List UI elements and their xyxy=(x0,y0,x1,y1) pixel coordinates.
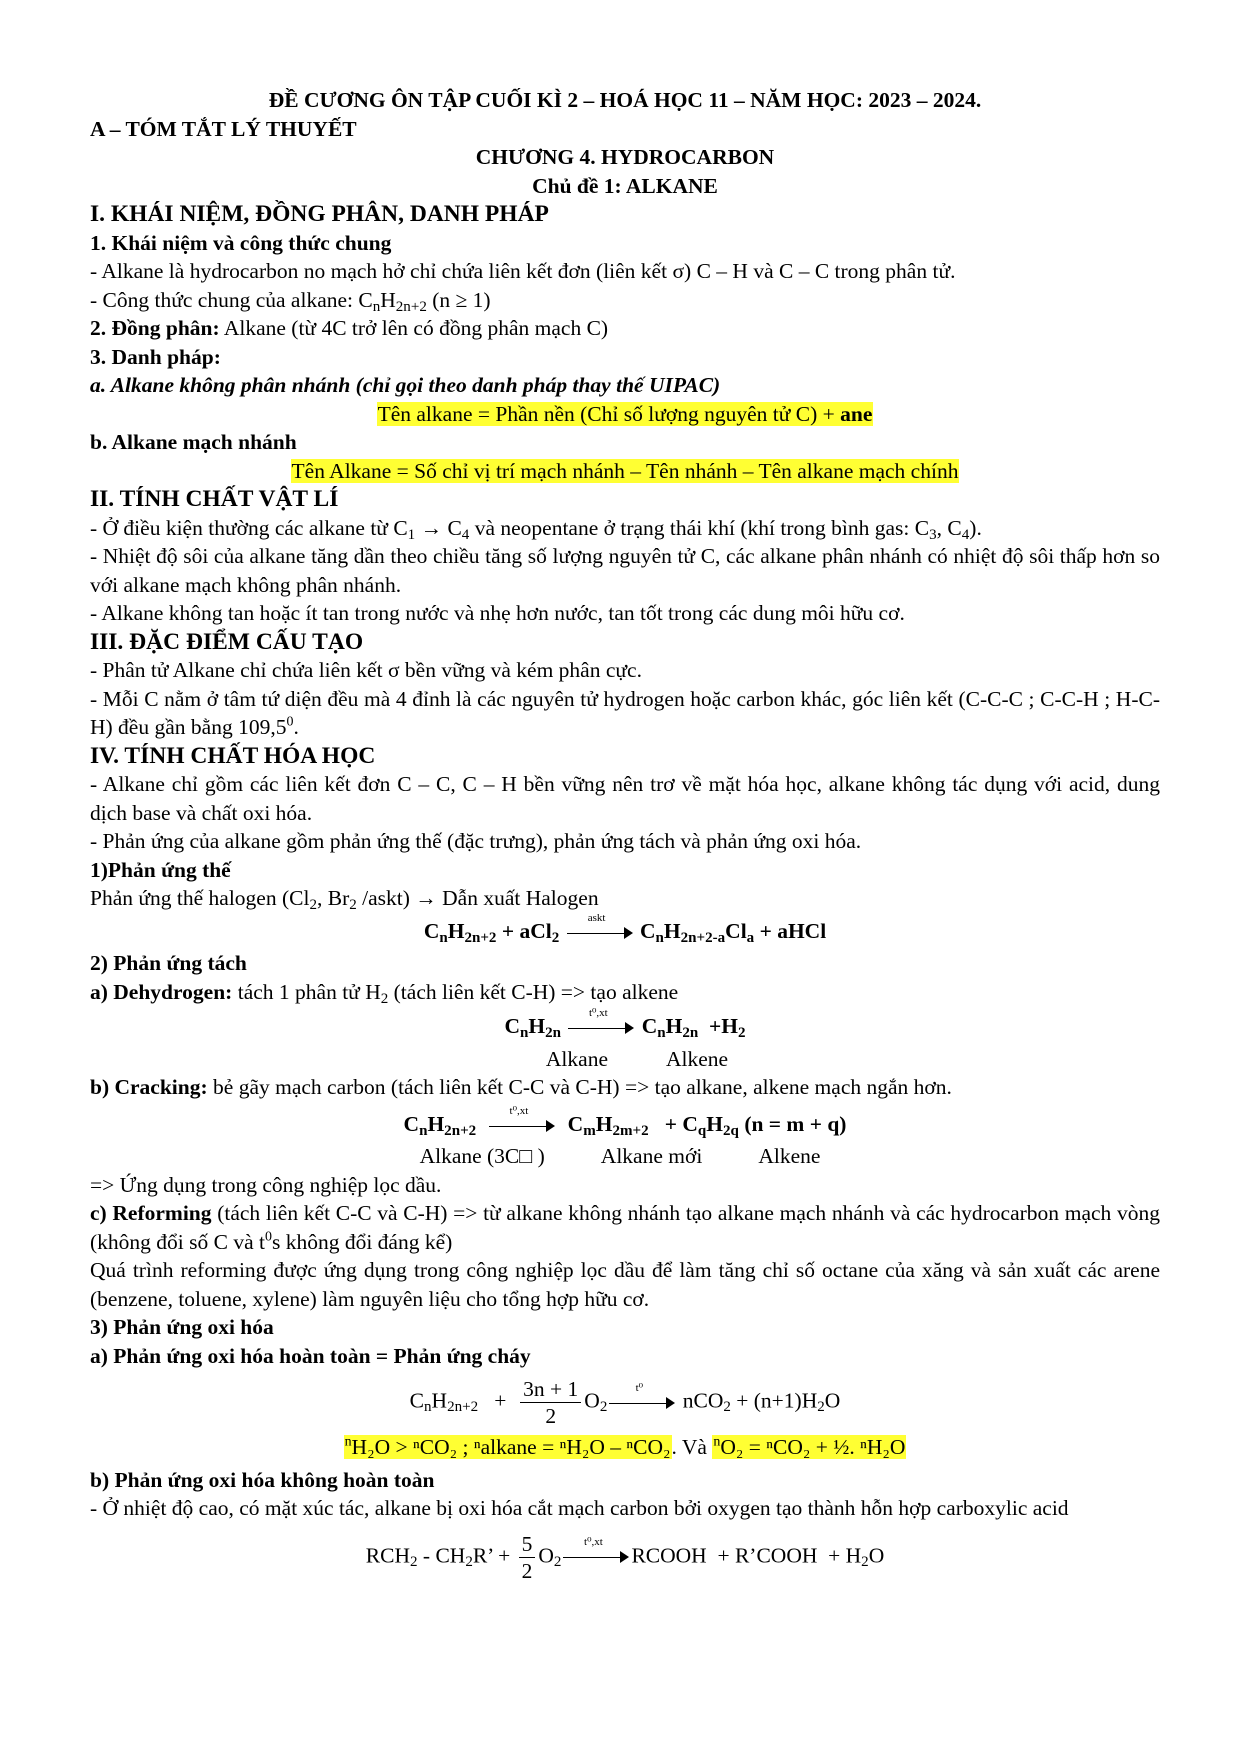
naming-rule-2: Tên Alkane = Số chỉ vị trí mạch nhánh – Tên nhánh – Tên alkane mạch chính xyxy=(291,458,959,483)
naming-rule-1: Tên alkane = Phần nền (Chỉ số lượng nguyên tử C) + ane xyxy=(377,401,873,426)
section-1-3-heading: 3. Danh pháp: xyxy=(90,344,221,369)
section-1-3b-heading: b. Alkane mạch nhánh xyxy=(90,430,297,454)
section-4-para-1: - Alkane chỉ gồm các liên kết đơn C – C, C – H bền vững nên trơ về mặt hóa học, alkane không tác dụng với acid, dung dịch base và chất oxi hóa. xyxy=(90,772,1160,825)
part-a-heading: A – TÓM TẮT LÝ THUYẾT xyxy=(90,116,357,141)
section-3-para-1: - Phân tử Alkane chỉ chứa liên kết σ bền vững và kém phân cực. xyxy=(90,658,642,682)
section-1-1-para-1: - Alkane là hydrocarbon no mạch hở chỉ chứa liên kết đơn (liên kết σ) C – H và C – C trong phân tử. xyxy=(90,259,956,283)
reaction-3a-heading: a) Phản ứng oxi hóa hoàn toàn = Phản ứng cháy xyxy=(90,1343,531,1368)
combustion-relations: $^n$H₂O > ⁿCO₂ ; ⁿalkane = ⁿH₂O – ⁿCO₂. Và $^n$O₂ = ⁿCO₂ + ½. ⁿH₂O xyxy=(344,1434,906,1459)
equation-partial-oxidation: $RCH_2 - CH_2R$’ + $\frac{5}{2}$ $O_2$ t⁰,xt RCOOH + R’COOH + $H_2O$ xyxy=(365,1531,885,1583)
section-2-heading: II. TÍNH CHẤT VẬT LÍ xyxy=(90,486,339,512)
section-4-para-2: - Phản ứng của alkane gồm phản ứng thế (đặc trưng), phản ứng tách và phản ứng oxi hóa. xyxy=(90,829,862,853)
topic-heading: Chủ đề 1: ALKANE xyxy=(532,173,718,198)
arrow-icon: askt xyxy=(567,924,633,942)
chapter-heading: CHƯƠNG 4. HYDROCARBON xyxy=(475,145,775,169)
cracking-labels: Alkane (3C□ ) Alkane mới Alkene xyxy=(419,1144,821,1168)
section-1-1-heading: 1. Khái niệm và công thức chung xyxy=(90,230,392,255)
fraction: $\frac{3n + 1}{2}$ xyxy=(520,1376,581,1429)
section-2-para-3: - Alkane không tan hoặc ít tan trong nước và nhẹ hơn nước, tan tốt trong các dung môi hữu cơ. xyxy=(90,601,905,625)
section-2-para-1: - Ở điều kiện thường các alkane từ $C_1 \to C_4$ và neopentane ở trạng thái khí (khí trong bình gas: $C_3$, $C_4$). xyxy=(90,515,982,543)
section-1-3a-heading: a. Alkane không phân nhánh (chỉ gọi theo danh pháp thay thế UIPAC) xyxy=(90,373,721,397)
section-1-heading: I. KHÁI NIỆM, ĐỒNG PHÂN, DANH PHÁP xyxy=(90,201,549,227)
section-1-2-para: 2. Đồng phân: Alkane (từ 4C trở lên có đồng phân mạch C) xyxy=(90,316,609,340)
fraction: $\frac{5}{2}$ xyxy=(519,1531,536,1584)
section-3-heading: III. ĐẶC ĐIỂM CẤU TẠO xyxy=(90,628,364,655)
cracking-text: b) Cracking: bẻ gãy mạch carbon (tách liên kết C-C và C-H) => tạo alkane, alkene mạch ngắn hơn. xyxy=(90,1075,952,1099)
reaction-2-heading: 2) Phản ứng tách xyxy=(90,951,247,975)
dehydrogen-labels: Alkane Alkene xyxy=(545,1046,729,1071)
doc-title: ĐỀ CƯƠNG ÔN TẬP CUỐI KÌ 2 – HOÁ HỌC 11 – NĂM HỌC: 2023 – 2024. xyxy=(268,88,982,112)
reaction-1-text: Phản ứng thế halogen ($Cl_2$, $Br_2$ /askt) → Dẫn xuất Halogen xyxy=(90,886,599,913)
equation-combustion: $C_nH_{2n+2}$ + $\frac{3n + 1}{2}$ $O_2$ t⁰ $nCO_2 + (n+1)H_2O$ xyxy=(409,1377,841,1428)
equation-dehydrogen: $C_nH_{2n}$ t⁰,xt $C_nH_{2n} +H_2$ xyxy=(504,1007,746,1041)
dehydrogen-text: a) Dehydrogen: tách 1 phân tử $H_2$ (tách liên kết C-H) => tạo alkene xyxy=(90,979,679,1007)
cracking-application: => Ứng dụng trong công nghiệp lọc dầu. xyxy=(90,1172,442,1197)
reaction-1-heading: 1)Phản ứng thế xyxy=(90,857,231,882)
arrow-icon: t⁰ xyxy=(609,1394,675,1412)
section-1-1-para-2: - Công thức chung của alkane: $C_nH_{2n+2}$ (n ≥ 1) xyxy=(90,287,491,315)
reforming-para-2: Quá trình reforming được ứng dụng trong công nghiệp lọc dầu để làm tăng chỉ số octane của xăng và sản xuất các arene (benzene, toluene, xylene) làm nguyên liệu cho tổng hợp hữu cơ. xyxy=(90,1258,1160,1311)
arrow-icon: t⁰,xt xyxy=(568,1019,634,1037)
section-3-para-2: - Mỗi C nằm ở tâm tứ diện đều mà 4 đỉnh là các nguyên tử hydrogen hoặc carbon khác, góc liên kết (C-C-C ; C-C-H ; H-C-H) đều gần bằng 109,5$^0$. xyxy=(90,686,1160,739)
reaction-3-heading: 3) Phản ứng oxi hóa xyxy=(90,1315,274,1339)
equation-halogenation: $C_nH_{2n+2} + aCl_2$ askt $C_nH_{2n+2-a}Cl_a$ + aHCl xyxy=(423,911,827,946)
reaction-3b-para: - Ở nhiệt độ cao, có mặt xúc tác, alkane bị oxi hóa cắt mạch carbon bởi oxygen tạo thành hỗn hợp carboxylic acid xyxy=(90,1496,1069,1520)
arrow-icon: t⁰,xt xyxy=(563,1548,629,1566)
equation-cracking: $C_nH_{2n+2}$ t⁰,xt $C_mH_{2m+2} + C_qH_{2q}$ (n = m + q) xyxy=(403,1104,847,1139)
section-2-para-2: - Nhiệt độ sôi của alkane tăng dần theo chiều tăng số lượng nguyên tử C, các alkane phân nhánh có nhiệt độ sôi thấp hơn so với alkane mạch không phân nhánh. xyxy=(90,544,1160,597)
document-page xyxy=(90,86,1160,1588)
section-4-heading: IV. TÍNH CHẤT HÓA HỌC xyxy=(90,742,376,769)
reaction-3b-heading: b) Phản ứng oxi hóa không hoàn toàn xyxy=(90,1467,435,1492)
arrow-icon: t⁰,xt xyxy=(489,1117,555,1135)
reforming-text: c) Reforming (tách liên kết C-C và C-H) => từ alkane không nhánh tạo alkane mạch nhánh và các hydrocarbon mạch vòng (không đổi số C và $t^0s$ không đổi đáng kể) xyxy=(90,1201,1160,1254)
